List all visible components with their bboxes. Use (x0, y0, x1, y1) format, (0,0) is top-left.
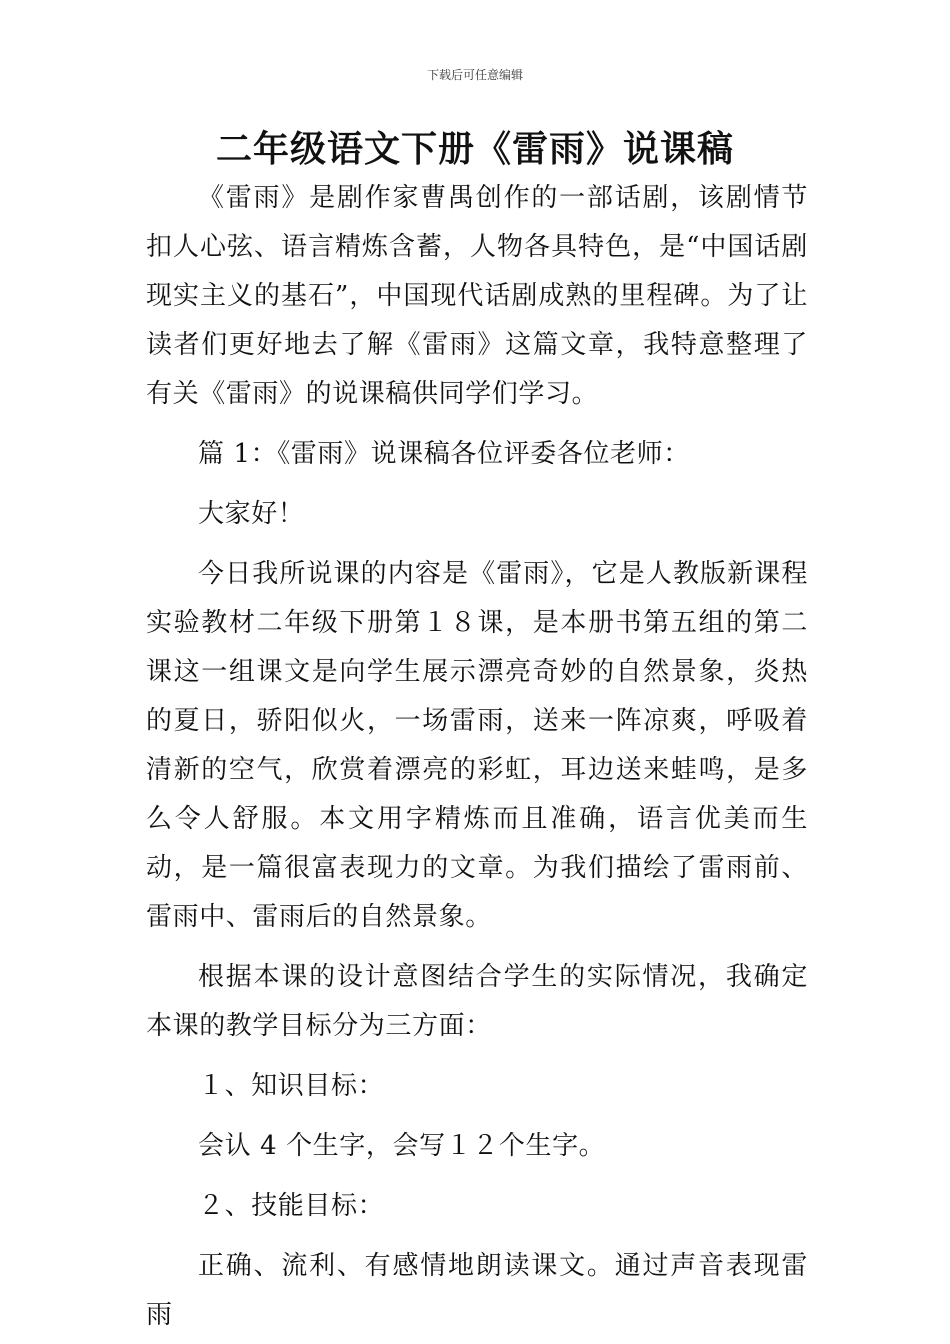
paragraph-greeting: 大家好！ (198, 499, 305, 529)
header-note: 下载后可任意编辑 (426, 68, 523, 82)
paragraph-knowledge-goal: 会认 4 个生字，会写１２个生字。 (198, 1131, 606, 1161)
paragraph-intro: 《雷雨》是剧作家曹禺创作的一部话剧，该剧情节扣人心弦、语言精炼含蓄，人物各具特色，是“中国话剧现实主义的基石”，中国现代话剧成熟的里程碑。为了让读者们更好地去了解《雷雨》这篇文章，我特意整理了有关《雷雨》的说课稿供同学们学习。 (146, 183, 808, 409)
document-body (146, 174, 808, 1340)
paragraph-gap (146, 1171, 808, 1182)
paragraph-section-heading: 篇 1：《雷雨》说课稿各位评委各位老师： (198, 439, 690, 469)
paragraph-gap (146, 1231, 808, 1242)
paragraph-knowledge-goal-heading: １、知识目标： (198, 1071, 385, 1101)
paragraph-skill-goal-heading: ２、技能目标： (198, 1191, 385, 1221)
paragraph-teaching-goals: 根据本课的设计意图结合学生的实际情况，我确定本课的教学目标分为三方面： (146, 962, 808, 1041)
paragraph-gap (146, 1051, 808, 1062)
paragraph-gap (146, 1111, 808, 1122)
paragraph-gap (146, 479, 808, 490)
paragraph-gap (146, 539, 808, 550)
paragraph-lesson-content: 今日我所说课的内容是《雷雨》，它是人教版新课程实验教材二年级下册第１８课，是本册书第五组的第二课这一组课文是向学生展示漂亮奇妙的自然景象，炎热的夏日，骄阳似火，一场雷雨，送来一阵凉爽，呼吸着清新的空气，欣赏着漂亮的彩虹，耳边送来蛙鸣，是多么令人舒服。本文用字精炼而且准确，语言优美而生动，是一篇很富表现力的文章。为我们描绘了雷雨前、雷雨中、雷雨后的自然景象。 (146, 559, 808, 932)
paragraph-gap (146, 419, 808, 430)
paragraph-skill-goal: 正确、流利、有感情地朗读课文。通过声音表现雷 雨 (146, 1251, 808, 1330)
paragraph-gap (146, 942, 808, 953)
document-title: 二年级语文下册《雷雨》说课稿 (215, 129, 734, 170)
